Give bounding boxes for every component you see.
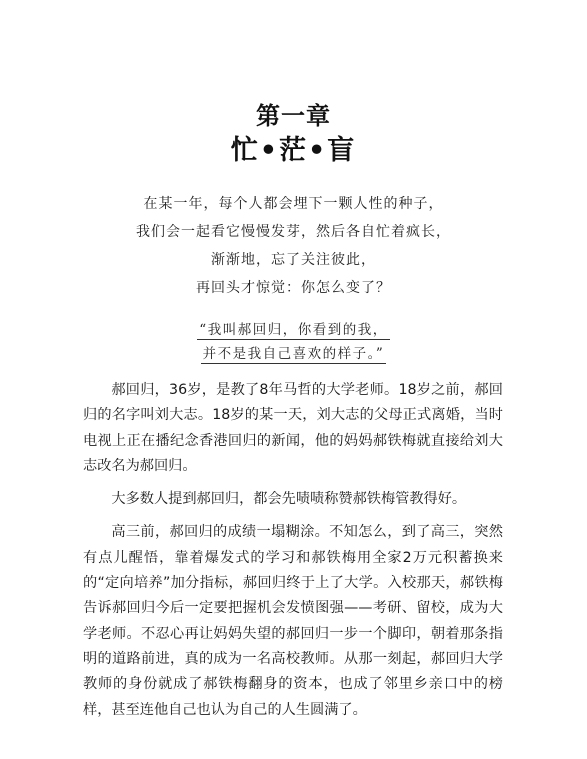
epigraph-poem — [0, 190, 587, 302]
poem-line: 我们会一起看它慢慢发芽，然后各自忙着疯长， — [136, 224, 451, 240]
paragraph: 郝回归，36岁，是教了8年马哲的大学老师。18岁之前，郝回归的名字叫刘大志。18岁的某一天，刘大志的父母正式离婚，当时电视上正在播纪念香港回归的新闻，他的妈妈郝铁梅就直接给刘大志改名为郝回归。 — [83, 382, 503, 474]
body-text — [83, 378, 503, 723]
poem-line: 渐渐地，忘了关注彼此， — [211, 252, 376, 268]
paragraph: 高三前，郝回归的成绩一塌糊涂。不知怎么，到了高三，突然有点儿醒悟，靠着爆发式的学习和郝铁梅用全家2万元积蓄换来的“定向培养”加分指标，郝回归终于上了大学。入校那天，郝铁梅告诉郝回归今后一定要把握机会发愤图强——考研、留校，成为大学老师。不忍心再让妈妈失望的郝回归一步一个脚印，朝着那条指明的道路前进，真的成为一名高校教师。从那一刻起，郝回归大学教师的身份就成了郝铁梅翻身的资本，也成了邻里乡亲口中的榜样，甚至连他自己也认为自己的人生圆满了。 — [83, 524, 503, 718]
quote-line: 并不是我自己喜欢的样子。” — [202, 346, 385, 362]
chapter-title: 忙•茫•盲 — [230, 135, 357, 166]
chapter-number: 第一章 — [256, 102, 331, 130]
paragraph: 大多数人提到郝回归，都会先啧啧称赞郝铁梅管教得好。 — [111, 491, 467, 508]
quote-line: “我叫郝回归，你看到的我， — [199, 322, 388, 338]
underlined-quote — [0, 318, 587, 366]
poem-line: 在某一年，每个人都会埋下一颗人性的种子， — [143, 196, 444, 212]
poem-line: 再回头才惊觉：你怎么变了？ — [196, 280, 391, 296]
